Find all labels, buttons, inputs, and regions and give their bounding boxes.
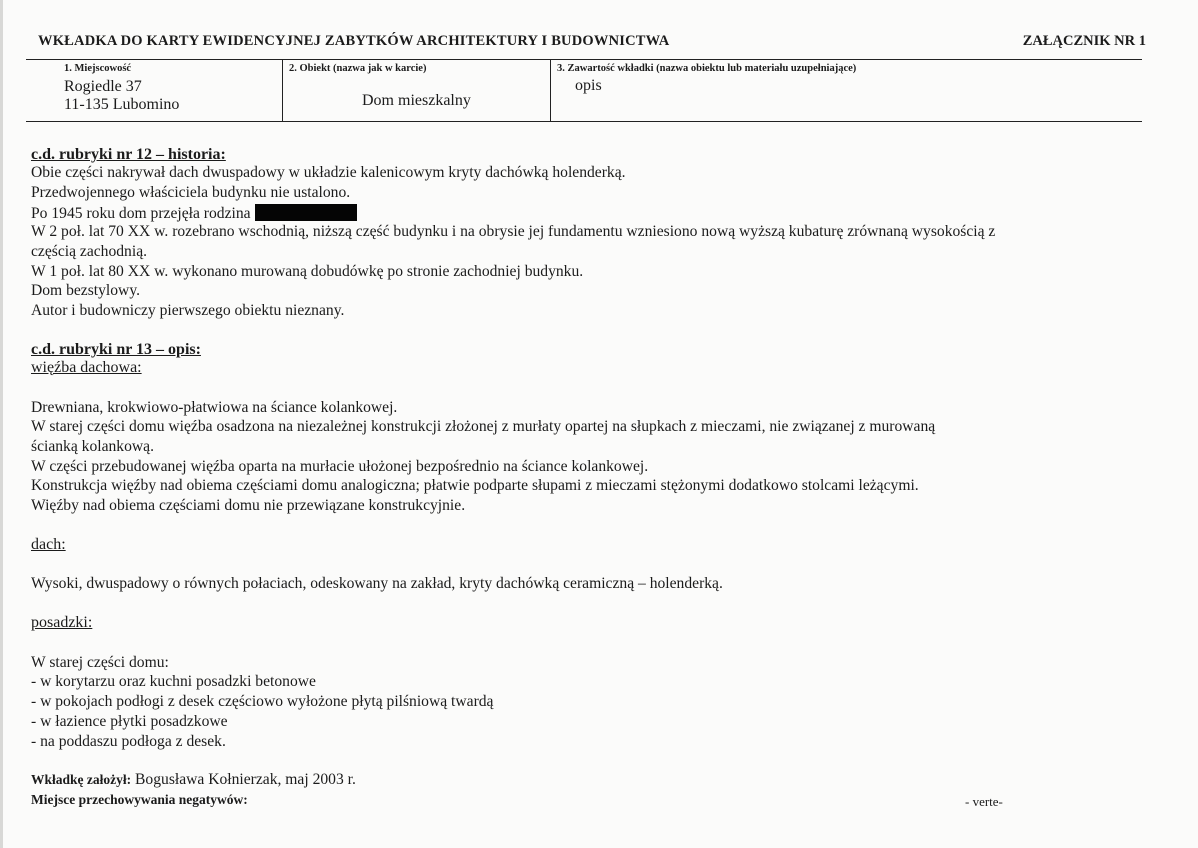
history-line: częścią zachodnią. <box>31 243 148 260</box>
history-heading: c.d. rubryki nr 12 – historia: <box>31 146 226 163</box>
history-line: Dom bezstylowy. <box>31 282 140 299</box>
roof-truss-line: Drewniana, krokwiowo-płatwiowa na ściance kolankowej. <box>31 399 398 416</box>
floors-line: - w łazience płytki posadzkowe <box>31 713 228 730</box>
object-value: Dom mieszkalny <box>362 92 471 109</box>
history-line: Przedwojennego właściciela budynku nie ustalono. <box>31 184 351 201</box>
object-label: 2. Obiekt (nazwa jak w karcie) <box>289 63 427 74</box>
roof-truss-line: ścianką kolankową. <box>31 438 154 455</box>
history-line-owner <box>31 204 357 223</box>
negatives-label: Miejsce przechowywania negatywów: <box>31 792 248 807</box>
roof-line: Wysoki, dwuspadowy o równych połaciach, odeskowany na zakład, kryty dachówką ceramiczną – holenderką. <box>31 575 723 592</box>
locality-line-1: Rogiedle 37 <box>64 78 142 95</box>
locality-label: 1. Miejscowość <box>64 63 132 74</box>
verte-note: - verte- <box>965 794 1003 809</box>
roof-truss-line: Więźby nad obiema częściami domu nie przewiązane konstrukcyjnie. <box>31 497 466 514</box>
redaction-bar <box>255 204 357 221</box>
floors-line: W starej części domu: <box>31 654 169 671</box>
floors-line: - w korytarzu oraz kuchni posadzki betonowe <box>31 673 316 690</box>
column-divider-1 <box>282 59 283 122</box>
locality-line-2: 11-135 Lubomino <box>64 96 180 113</box>
floors-heading: posadzki: <box>31 614 93 631</box>
header-bottom-rule <box>26 121 1142 122</box>
history-line: Obie części nakrywał dach dwuspadowy w układzie kalenicowym kryty dachówką holenderką. <box>31 164 626 181</box>
contents-value: opis <box>575 77 602 94</box>
history-line: W 2 poł. lat 70 XX w. rozebrano wschodnią, niższą część budynku i na obrysie jej fundamentu wzniesiono nową wyższą kubaturę zrównaną wysokością z <box>31 223 996 240</box>
scan-edge <box>0 0 3 848</box>
history-line-text: Po 1945 roku dom przejęła rodzina <box>31 205 251 222</box>
roof-truss-heading: więźba dachowa: <box>31 359 142 376</box>
annex-number: ZAŁĄCZNIK NR 1 <box>1022 33 1146 49</box>
history-line: W 1 poł. lat 80 XX w. wykonano murowaną dobudówkę po stronie zachodniej budynku. <box>31 263 584 280</box>
column-divider-2 <box>550 59 551 122</box>
floors-line: - w pokojach podłogi z desek częściowo wyłożone płytą pilśniową twardą <box>31 693 494 710</box>
author-value: Bogusława Kołnierzak, maj 2003 r. <box>135 771 356 788</box>
contents-label: 3. Zawartość wkładki (nazwa obiektu lub materiału uzupełniające) <box>557 63 857 74</box>
header-top-rule <box>26 59 1142 60</box>
roof-heading: dach: <box>31 536 66 553</box>
roof-truss-line: W starej części domu więźba osadzona na niezależnej konstrukcji złożonej z murłaty opartej na słupkach z mieczami, nie związanej z murowaną <box>31 418 936 435</box>
author-label: Wkładkę założył: <box>31 772 132 787</box>
footer-author <box>31 771 356 789</box>
description-heading: c.d. rubryki nr 13 – opis: <box>31 341 201 358</box>
floors-line: - na poddaszu podłoga z desek. <box>31 733 226 750</box>
roof-truss-line: Konstrukcja więźby nad obiema częściami domu analogiczna; płatwie podparte słupami z mieczami stężonymi dodatkowo stolcami leżącymi. <box>31 477 919 494</box>
history-line: Autor i budowniczy pierwszego obiektu nieznany. <box>31 302 345 319</box>
footer-negatives <box>31 791 248 809</box>
roof-truss-line: W części przebudowanej więźba oparta na murłacie ułożonej bezpośrednio na ściance kolankowej. <box>31 458 649 475</box>
document-title: WKŁADKA DO KARTY EWIDENCYJNEJ ZABYTKÓW ARCHITEKTURY I BUDOWNICTWA <box>38 33 670 49</box>
